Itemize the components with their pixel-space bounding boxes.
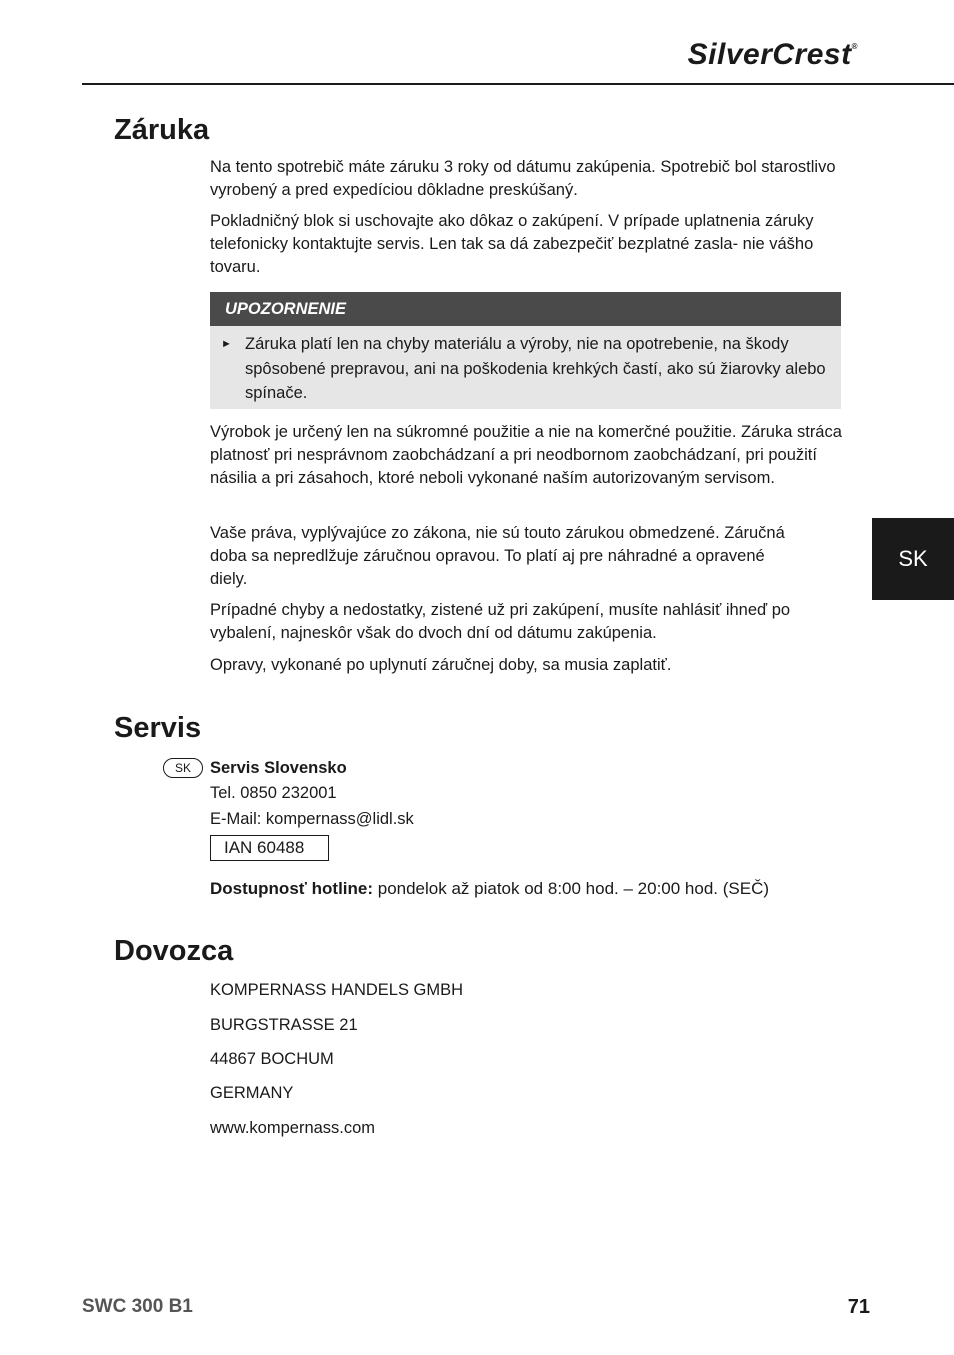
page-number: 71: [847, 1296, 870, 1318]
warranty-paragraph-1: Na tento spotrebič máte záruku 3 roky od dátumu zakúpenia. Spotrebič bol starostlivo vyrobený a pred expedíciou dôkladne preskúšaný.: [210, 158, 836, 199]
notice-heading: UPOZORNENIE: [210, 292, 841, 326]
hotline-line: [210, 877, 842, 900]
importer-title: Dovozca: [114, 935, 234, 967]
service-phone: Tel. 0850 232001: [210, 784, 337, 802]
importer-company: KOMPERNASS HANDELS GMBH: [210, 981, 464, 999]
service-title: Servis: [114, 712, 202, 744]
header-rule: [82, 83, 954, 85]
hotline-label: Dostupnosť hotline:: [210, 879, 374, 898]
notice-box: [210, 292, 841, 409]
brand-name: SilverCrest: [687, 38, 852, 71]
notice-text: Záruka platí len na chyby materiálu a výroby, nie na opotrebenie, na škody spôsobené prepravou, ani na poškodenia krehkých častí, ako sú žiarovky alebo spínače.: [245, 335, 826, 402]
ian-box: IAN 60488: [210, 835, 329, 861]
service-name-text: Servis Slovensko: [210, 759, 347, 777]
bullet-arrow-icon: ►: [221, 338, 232, 350]
brand-logo: [688, 38, 858, 72]
service-email: E-Mail: kompernass@lidl.sk: [210, 810, 414, 828]
importer-country: GERMANY: [210, 1084, 294, 1102]
notice-body: [210, 326, 841, 406]
country-badge: SK: [163, 758, 203, 778]
warranty-title: Záruka: [114, 114, 210, 146]
registered-mark: ®: [851, 42, 858, 51]
importer-street: BURGSTRASSE 21: [210, 1016, 358, 1034]
language-tab: SK: [872, 518, 954, 600]
warranty-paragraph-4: Vaše práva, vyplývajúce zo zákona, nie sú touto zárukou obmedzené. Záručná doba sa nepredlžuje záručnou opravou. To platí aj pre náhradné a opravené diely.: [210, 524, 785, 588]
importer-website: www.kompernass.com: [210, 1119, 376, 1137]
footer-model: SWC 300 B1: [82, 1296, 193, 1317]
importer-city: 44867 BOCHUM: [210, 1050, 334, 1068]
service-name: [210, 757, 842, 780]
warranty-paragraph-2: Pokladničný blok si uschovajte ako dôkaz o zakúpení. V prípade uplatnenia záruky telefonicky kontaktujte servis. Len tak sa dá zabezpečiť bezplatné zasla- nie vášho tovaru.: [210, 212, 814, 276]
warranty-paragraph-3: Výrobok je určený len na súkromné použitie a nie na komerčné použitie. Záruka stráca platnosť pri nesprávnom zaobchádzaní a pri neodbornom zaobchádzaní, pri použití násilia a pri zásahoch, ktoré neboli vykonané naším autorizovaným servisom.: [210, 423, 842, 487]
hotline-hours: pondelok až piatok od 8:00 hod. – 20:00 hod. (SEČ): [373, 879, 770, 898]
warranty-paragraph-6: Opravy, vykonané po uplynutí záručnej doby, sa musia zaplatiť.: [210, 656, 672, 674]
warranty-paragraph-5: Prípadné chyby a nedostatky, zistené už pri zakúpení, musíte nahlásiť ihneď po vybalení, najneskôr však do dvoch dní od dátumu zakúpenia.: [210, 601, 791, 642]
